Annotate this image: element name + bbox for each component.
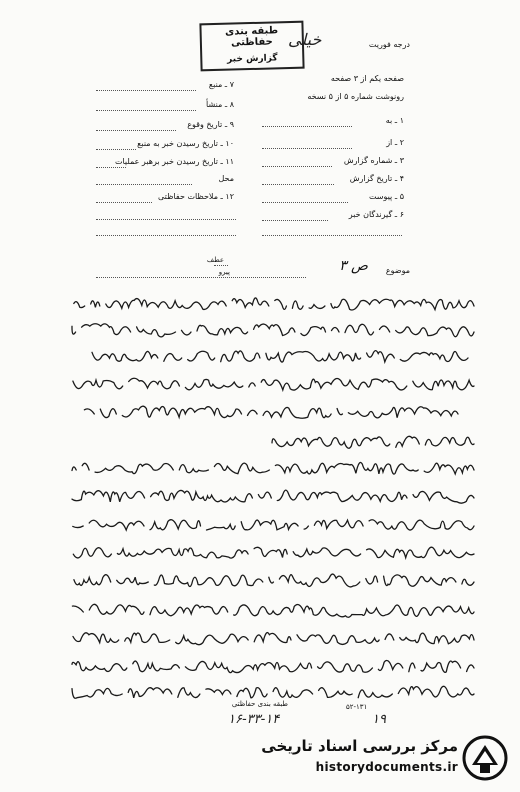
- source-receipt-date-field: ۱۰ ـ تاریخ رسیدن خبر به منبع: [137, 139, 234, 148]
- watermark-title: مرکز بررسی اسناد تاریخی: [261, 737, 458, 755]
- stamp-handwriting: خیلی: [288, 30, 322, 49]
- security-notes-dots: [96, 201, 152, 203]
- watermark-url: historydocuments.ir: [315, 760, 458, 774]
- report-date-dots: [262, 183, 334, 185]
- security-notes-field: ۱۲ ـ ملاحظات حفاظتی: [158, 192, 234, 201]
- origin-dots: [96, 109, 196, 111]
- handwriting-line: [70, 292, 476, 316]
- watermark: [236, 735, 512, 785]
- history-documents-logo-icon: [462, 735, 508, 781]
- occurrence-date-dots: [96, 129, 176, 131]
- handwriting-line: [70, 626, 476, 650]
- recipients-dots: [262, 219, 328, 221]
- handwriting-line: [70, 654, 476, 678]
- to-field: ۱ ـ به: [385, 116, 404, 125]
- footer-hand-code: ۱۶-۳۳-۱۴: [228, 712, 280, 727]
- urgency-label: درجه فوریت: [368, 40, 410, 49]
- source-receipt-dots: [96, 148, 136, 150]
- to-dots: [262, 125, 352, 127]
- subject-label: موضوع: [385, 266, 410, 275]
- page-count-field: صفحه یکم از ۳ صفحه: [330, 74, 404, 83]
- recipients-field: ۶ ـ گیرندگان خبر: [348, 210, 404, 219]
- location-field: محل: [218, 174, 234, 183]
- footer-doc-code: ۵۲-۱۳۱: [346, 703, 368, 711]
- ops-receipt-dots: [96, 166, 126, 168]
- recipients-dots-2: [262, 234, 402, 236]
- handwriting-line: [70, 598, 476, 622]
- security-notes-dots-3: [96, 234, 236, 236]
- subject-handwriting: ص ۳: [339, 258, 368, 274]
- handwriting-line: [70, 456, 476, 480]
- occurrence-date-field: ۹ ـ تاریخ وقوع: [187, 120, 234, 129]
- reference-label: عطف: [206, 256, 224, 264]
- source-dots: [96, 89, 196, 91]
- location-dots: [96, 183, 192, 185]
- stamp-line-1: طبقه بندی حفاظتی: [224, 25, 279, 49]
- handwriting-line: [70, 484, 476, 508]
- handwriting-line: [70, 568, 476, 592]
- subject-dots: [96, 276, 306, 278]
- handwriting-line: [70, 318, 476, 342]
- handwriting-line: [76, 400, 460, 424]
- footer-page-mark: ۱۹: [372, 712, 386, 727]
- handwriting-line: [90, 344, 470, 368]
- reference-dots: [214, 264, 228, 266]
- footer-classification: طبقه بندی حفاظتی: [231, 700, 288, 708]
- from-field: ۲ ـ از: [386, 138, 404, 147]
- origin-field: ۸ ـ منشأ: [206, 100, 234, 109]
- ops-receipt-date-field: ۱۱ ـ تاریخ رسیدن خبر برهبر عملیات: [114, 157, 234, 166]
- handwriting-line: [270, 430, 476, 454]
- attachment-dots: [262, 201, 348, 203]
- from-dots: [262, 147, 352, 149]
- handwriting-line: [70, 372, 476, 396]
- report-number-field: ۳ ـ شماره گزارش: [343, 156, 404, 165]
- stamp-line-2: گزارش خبر: [226, 53, 278, 65]
- copy-number-field: رونوشت شماره ۵ از ۵ نسخه: [307, 92, 404, 101]
- report-number-dots: [262, 165, 332, 167]
- report-date-field: ۴ ـ تاریخ گزارش: [349, 174, 404, 183]
- source-field: ۷ ـ منبع: [208, 80, 234, 89]
- handwriting-line: [70, 512, 476, 536]
- security-notes-dots-2: [96, 218, 236, 220]
- attachment-field: ۵ ـ پیوست: [368, 192, 404, 201]
- handwriting-line: [70, 540, 476, 564]
- followup-label: پیرو: [218, 268, 230, 276]
